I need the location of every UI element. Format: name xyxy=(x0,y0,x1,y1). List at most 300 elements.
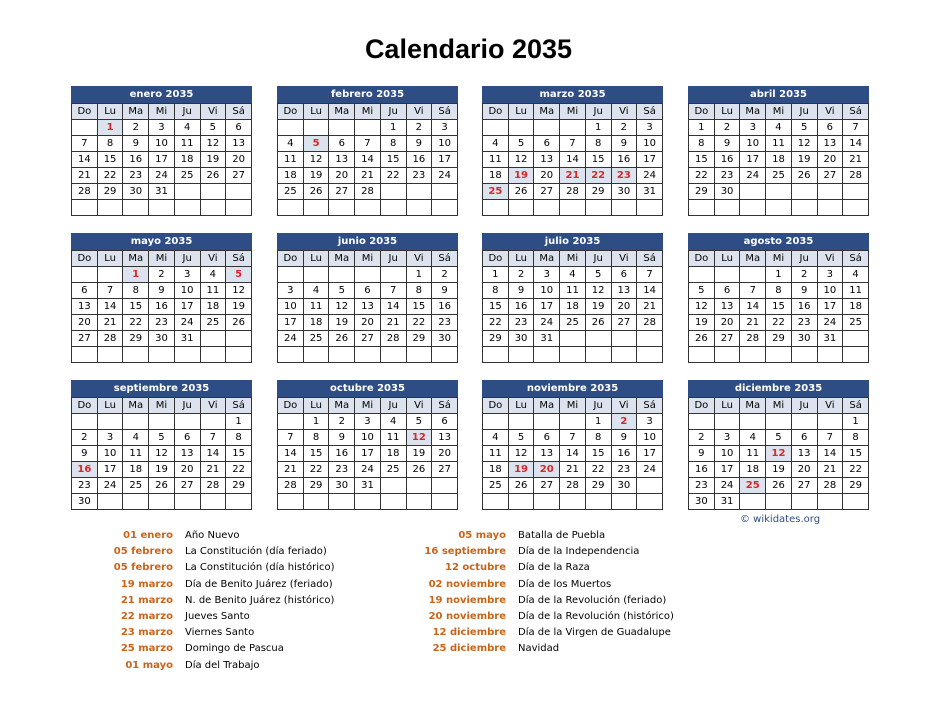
day-cell: 15 xyxy=(380,152,406,168)
day-cell: 19 xyxy=(585,299,611,315)
day-cell: 9 xyxy=(329,430,355,446)
day-cell: 14 xyxy=(740,299,766,315)
day-cell: 8 xyxy=(380,136,406,152)
empty-cell xyxy=(560,347,586,363)
day-cell: 29 xyxy=(585,184,611,200)
empty-cell xyxy=(714,414,740,430)
month-calendar xyxy=(71,380,252,510)
day-cell: 30 xyxy=(611,478,637,494)
day-cell: 23 xyxy=(791,315,817,331)
day-cell: 17 xyxy=(174,299,200,315)
empty-cell xyxy=(766,414,792,430)
day-cell: 11 xyxy=(483,446,509,462)
holiday-name: Día de la Revolución (feriado) xyxy=(518,594,667,606)
day-cell: 5 xyxy=(329,283,355,299)
empty-cell xyxy=(637,494,663,510)
empty-cell xyxy=(585,347,611,363)
empty-cell xyxy=(791,414,817,430)
day-cell: 6 xyxy=(226,120,252,136)
day-cell: 8 xyxy=(303,430,329,446)
day-cell: 31 xyxy=(714,494,740,510)
day-cell: 23 xyxy=(72,478,98,494)
weekday-header: Mi xyxy=(149,104,175,120)
day-cell: 9 xyxy=(432,283,458,299)
holiday-row xyxy=(88,625,335,641)
day-cell: 24 xyxy=(355,462,381,478)
day-cell: 27 xyxy=(329,184,355,200)
month-title: diciembre 2035 xyxy=(688,380,869,397)
day-cell: 18 xyxy=(303,315,329,331)
day-cell: 31 xyxy=(637,184,663,200)
empty-cell xyxy=(817,200,843,216)
day-cell: 13 xyxy=(817,136,843,152)
day-cell: 6 xyxy=(72,283,98,299)
day-cell: 8 xyxy=(689,136,715,152)
day-cell: 2 xyxy=(611,120,637,136)
empty-cell xyxy=(123,494,149,510)
day-cell: 7 xyxy=(72,136,98,152)
day-cell: 12 xyxy=(303,152,329,168)
empty-cell xyxy=(174,184,200,200)
weekday-header: Sá xyxy=(843,398,869,414)
empty-cell xyxy=(714,267,740,283)
weekday-header: Mi xyxy=(560,398,586,414)
holiday-row xyxy=(88,560,335,576)
weekday-header: Sá xyxy=(226,251,252,267)
empty-cell xyxy=(483,414,509,430)
day-cell: 30 xyxy=(508,331,534,347)
empty-cell xyxy=(740,414,766,430)
day-cell: 28 xyxy=(817,478,843,494)
weekday-header: Do xyxy=(72,398,98,414)
day-cell: 16 xyxy=(329,446,355,462)
empty-cell xyxy=(72,347,98,363)
empty-cell xyxy=(174,494,200,510)
day-cell: 13 xyxy=(714,299,740,315)
day-cell: 28 xyxy=(740,331,766,347)
day-cell: 25 xyxy=(483,184,509,200)
day-cell: 31 xyxy=(355,478,381,494)
empty-cell xyxy=(714,200,740,216)
holiday-list-left xyxy=(88,528,335,674)
day-cell: 20 xyxy=(817,152,843,168)
weekday-header: Do xyxy=(278,104,304,120)
holiday-row xyxy=(420,609,674,625)
empty-cell xyxy=(611,347,637,363)
day-cell: 10 xyxy=(714,446,740,462)
day-cell: 3 xyxy=(714,430,740,446)
day-cell: 11 xyxy=(303,299,329,315)
empty-cell xyxy=(97,494,123,510)
day-cell: 14 xyxy=(560,152,586,168)
day-cell: 22 xyxy=(585,462,611,478)
empty-cell xyxy=(329,120,355,136)
day-cell: 15 xyxy=(585,446,611,462)
day-cell: 20 xyxy=(72,315,98,331)
day-cell: 26 xyxy=(329,331,355,347)
holiday-name: Día de los Muertos xyxy=(518,578,612,590)
month-title: marzo 2035 xyxy=(482,86,663,103)
day-cell: 20 xyxy=(226,152,252,168)
empty-cell xyxy=(174,347,200,363)
day-cell: 3 xyxy=(817,267,843,283)
day-cell: 27 xyxy=(174,478,200,494)
empty-cell xyxy=(585,494,611,510)
day-cell: 1 xyxy=(226,414,252,430)
day-cell: 9 xyxy=(791,283,817,299)
day-cell: 21 xyxy=(637,299,663,315)
day-cell: 7 xyxy=(560,430,586,446)
day-cell: 3 xyxy=(637,120,663,136)
day-cell: 17 xyxy=(149,152,175,168)
day-cell: 28 xyxy=(278,478,304,494)
day-cell: 13 xyxy=(72,299,98,315)
day-cell: 24 xyxy=(637,168,663,184)
day-cell: 22 xyxy=(380,168,406,184)
empty-cell xyxy=(611,494,637,510)
weekday-header: Vi xyxy=(406,398,432,414)
weekday-header: Ma xyxy=(740,398,766,414)
day-cell: 1 xyxy=(483,267,509,283)
day-cell: 12 xyxy=(766,446,792,462)
day-cell: 19 xyxy=(508,168,534,184)
weekday-header: Lu xyxy=(97,104,123,120)
weekday-header: Vi xyxy=(200,398,226,414)
month-title: septiembre 2035 xyxy=(71,380,252,397)
day-cell: 14 xyxy=(843,136,869,152)
day-cell: 18 xyxy=(843,299,869,315)
holiday-name: Jueves Santo xyxy=(185,610,250,622)
day-cell: 25 xyxy=(278,184,304,200)
holiday-name: Día de la Independencia xyxy=(518,546,640,558)
empty-cell xyxy=(560,414,586,430)
empty-cell xyxy=(637,478,663,494)
day-cell: 8 xyxy=(585,430,611,446)
empty-cell xyxy=(432,200,458,216)
day-cell: 21 xyxy=(355,168,381,184)
empty-cell xyxy=(149,200,175,216)
empty-cell xyxy=(406,347,432,363)
day-cell: 21 xyxy=(817,462,843,478)
weekday-header: Vi xyxy=(817,398,843,414)
day-cell: 6 xyxy=(714,283,740,299)
empty-cell xyxy=(278,267,304,283)
empty-cell xyxy=(123,347,149,363)
empty-cell xyxy=(380,184,406,200)
day-cell: 5 xyxy=(508,136,534,152)
day-cell: 28 xyxy=(637,315,663,331)
empty-cell xyxy=(72,267,98,283)
day-cell: 4 xyxy=(278,136,304,152)
day-cell: 20 xyxy=(355,315,381,331)
weekday-header: Mi xyxy=(149,398,175,414)
empty-cell xyxy=(72,200,98,216)
empty-cell xyxy=(432,478,458,494)
day-cell: 26 xyxy=(508,478,534,494)
empty-cell xyxy=(200,347,226,363)
day-cell: 13 xyxy=(226,136,252,152)
day-cell: 24 xyxy=(740,168,766,184)
day-cell: 10 xyxy=(740,136,766,152)
day-cell: 10 xyxy=(174,283,200,299)
month-title: abril 2035 xyxy=(688,86,869,103)
day-cell: 5 xyxy=(406,414,432,430)
day-cell: 3 xyxy=(637,414,663,430)
empty-cell xyxy=(149,347,175,363)
day-cell: 30 xyxy=(123,184,149,200)
day-cell: 28 xyxy=(380,331,406,347)
day-cell: 3 xyxy=(432,120,458,136)
holiday-name: Viernes Santo xyxy=(185,627,255,639)
holiday-date: 19 noviembre xyxy=(428,594,506,606)
day-cell: 22 xyxy=(97,168,123,184)
day-cell: 24 xyxy=(432,168,458,184)
holiday-date: 02 noviembre xyxy=(428,578,506,590)
day-cell: 10 xyxy=(817,283,843,299)
day-cell: 12 xyxy=(791,136,817,152)
day-cell: 27 xyxy=(72,331,98,347)
day-cell: 26 xyxy=(585,315,611,331)
month-title: febrero 2035 xyxy=(277,86,458,103)
day-cell: 15 xyxy=(843,446,869,462)
day-cell: 3 xyxy=(355,414,381,430)
weekday-header: Do xyxy=(483,251,509,267)
holiday-date: 22 marzo xyxy=(120,610,173,622)
month-calendar xyxy=(482,380,663,510)
day-cell: 25 xyxy=(380,462,406,478)
day-cell: 23 xyxy=(714,168,740,184)
day-cell: 22 xyxy=(303,462,329,478)
day-cell: 19 xyxy=(791,152,817,168)
holiday-date: 25 marzo xyxy=(120,643,173,655)
day-cell: 16 xyxy=(406,152,432,168)
empty-cell xyxy=(123,200,149,216)
day-cell: 9 xyxy=(406,136,432,152)
day-cell: 18 xyxy=(766,152,792,168)
weekday-header: Ju xyxy=(380,251,406,267)
day-cell: 27 xyxy=(817,168,843,184)
empty-cell xyxy=(637,331,663,347)
day-cell: 19 xyxy=(689,315,715,331)
day-cell: 23 xyxy=(611,462,637,478)
empty-cell xyxy=(843,200,869,216)
weekday-header: Sá xyxy=(226,104,252,120)
day-cell: 31 xyxy=(149,184,175,200)
day-cell: 2 xyxy=(689,430,715,446)
weekday-header: Mi xyxy=(149,251,175,267)
day-cell: 10 xyxy=(432,136,458,152)
weekday-header: Ju xyxy=(380,104,406,120)
empty-cell xyxy=(72,120,98,136)
day-cell: 10 xyxy=(149,136,175,152)
day-cell: 8 xyxy=(766,283,792,299)
day-cell: 25 xyxy=(766,168,792,184)
weekday-header: Mi xyxy=(355,398,381,414)
day-cell: 20 xyxy=(432,446,458,462)
weekday-header: Do xyxy=(689,104,715,120)
day-cell: 13 xyxy=(432,430,458,446)
holiday-date: 25 diciembre xyxy=(432,643,506,655)
weekday-header: Vi xyxy=(817,251,843,267)
empty-cell xyxy=(843,184,869,200)
weekday-header: Ju xyxy=(174,104,200,120)
empty-cell xyxy=(329,494,355,510)
weekday-header: Vi xyxy=(200,251,226,267)
day-cell: 24 xyxy=(714,478,740,494)
day-cell: 29 xyxy=(226,478,252,494)
holiday-row xyxy=(88,528,335,544)
day-cell: 15 xyxy=(97,152,123,168)
weekday-header: Sá xyxy=(432,398,458,414)
empty-cell xyxy=(149,414,175,430)
empty-cell xyxy=(534,347,560,363)
day-cell: 9 xyxy=(611,430,637,446)
day-cell: 8 xyxy=(585,136,611,152)
empty-cell xyxy=(585,331,611,347)
day-cell: 20 xyxy=(534,168,560,184)
holiday-date: 19 marzo xyxy=(120,578,173,590)
empty-cell xyxy=(689,267,715,283)
day-cell: 23 xyxy=(329,462,355,478)
day-cell: 16 xyxy=(714,152,740,168)
empty-cell xyxy=(329,267,355,283)
day-cell: 23 xyxy=(149,315,175,331)
day-cell: 29 xyxy=(123,331,149,347)
empty-cell xyxy=(380,200,406,216)
day-cell: 21 xyxy=(97,315,123,331)
empty-cell xyxy=(432,184,458,200)
day-cell: 7 xyxy=(200,430,226,446)
day-cell: 4 xyxy=(766,120,792,136)
day-cell: 25 xyxy=(483,478,509,494)
weekday-header: Lu xyxy=(303,398,329,414)
weekday-header: Ju xyxy=(174,251,200,267)
day-cell: 19 xyxy=(200,152,226,168)
day-cell: 14 xyxy=(560,446,586,462)
empty-cell xyxy=(534,120,560,136)
day-cell: 5 xyxy=(689,283,715,299)
day-cell: 7 xyxy=(817,430,843,446)
day-cell: 18 xyxy=(560,299,586,315)
day-cell: 21 xyxy=(560,168,586,184)
empty-cell xyxy=(740,267,766,283)
month-calendar xyxy=(71,233,252,363)
day-cell: 6 xyxy=(174,430,200,446)
day-cell: 2 xyxy=(123,120,149,136)
empty-cell xyxy=(97,200,123,216)
weekday-header: Lu xyxy=(714,251,740,267)
empty-cell xyxy=(200,494,226,510)
empty-cell xyxy=(355,347,381,363)
empty-cell xyxy=(329,347,355,363)
day-cell: 11 xyxy=(380,430,406,446)
day-cell: 31 xyxy=(817,331,843,347)
weekday-header: Mi xyxy=(560,104,586,120)
day-cell: 1 xyxy=(585,414,611,430)
day-cell: 23 xyxy=(406,168,432,184)
month-calendar xyxy=(688,380,869,510)
holiday-date: 01 enero xyxy=(123,530,173,541)
holiday-row xyxy=(88,609,335,625)
empty-cell xyxy=(406,184,432,200)
day-cell: 27 xyxy=(226,168,252,184)
empty-cell xyxy=(843,347,869,363)
day-cell: 4 xyxy=(200,267,226,283)
day-cell: 22 xyxy=(689,168,715,184)
day-cell: 6 xyxy=(791,430,817,446)
weekday-header: Ma xyxy=(534,104,560,120)
day-cell: 25 xyxy=(740,478,766,494)
day-cell: 26 xyxy=(766,478,792,494)
day-cell: 31 xyxy=(534,331,560,347)
day-cell: 16 xyxy=(123,152,149,168)
empty-cell xyxy=(508,414,534,430)
holiday-date: 20 noviembre xyxy=(428,610,506,622)
day-cell: 30 xyxy=(791,331,817,347)
day-cell: 21 xyxy=(560,462,586,478)
day-cell: 8 xyxy=(483,283,509,299)
day-cell: 27 xyxy=(355,331,381,347)
weekday-header: Lu xyxy=(303,104,329,120)
day-cell: 12 xyxy=(226,283,252,299)
day-cell: 7 xyxy=(97,283,123,299)
empty-cell xyxy=(406,478,432,494)
day-cell: 4 xyxy=(560,267,586,283)
day-cell: 5 xyxy=(149,430,175,446)
day-cell: 25 xyxy=(560,315,586,331)
month-calendar xyxy=(277,380,458,510)
weekday-header: Sá xyxy=(432,104,458,120)
weekday-header: Do xyxy=(483,398,509,414)
weekday-header: Do xyxy=(72,104,98,120)
day-cell: 4 xyxy=(123,430,149,446)
day-cell: 17 xyxy=(534,299,560,315)
day-cell: 21 xyxy=(843,152,869,168)
weekday-header: Lu xyxy=(508,104,534,120)
day-cell: 30 xyxy=(689,494,715,510)
day-cell: 13 xyxy=(174,446,200,462)
day-cell: 17 xyxy=(637,152,663,168)
day-cell: 29 xyxy=(303,478,329,494)
day-cell: 9 xyxy=(149,283,175,299)
empty-cell xyxy=(303,200,329,216)
holiday-date: 12 diciembre xyxy=(432,627,506,639)
day-cell: 29 xyxy=(585,478,611,494)
day-cell: 20 xyxy=(534,462,560,478)
month-calendar xyxy=(688,233,869,363)
day-cell: 19 xyxy=(508,462,534,478)
holiday-date: 16 septiembre xyxy=(424,546,506,558)
day-cell: 19 xyxy=(329,315,355,331)
empty-cell xyxy=(740,494,766,510)
empty-cell xyxy=(303,120,329,136)
weekday-header: Vi xyxy=(817,104,843,120)
weekday-header: Lu xyxy=(508,251,534,267)
weekday-header: Ma xyxy=(329,104,355,120)
day-cell: 11 xyxy=(123,446,149,462)
empty-cell xyxy=(355,120,381,136)
day-cell: 6 xyxy=(534,430,560,446)
day-cell: 28 xyxy=(200,478,226,494)
day-cell: 20 xyxy=(174,462,200,478)
holiday-name: Año Nuevo xyxy=(185,530,240,541)
day-cell: 25 xyxy=(174,168,200,184)
day-cell: 27 xyxy=(534,478,560,494)
empty-cell xyxy=(843,494,869,510)
day-cell: 5 xyxy=(303,136,329,152)
day-cell: 13 xyxy=(329,152,355,168)
day-cell: 16 xyxy=(72,462,98,478)
